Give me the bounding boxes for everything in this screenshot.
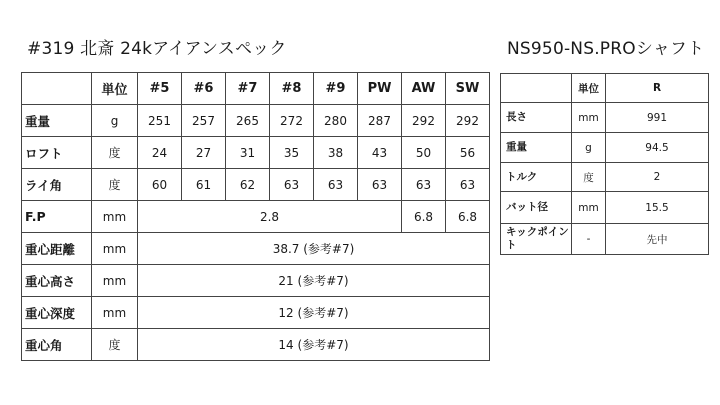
- merged-value-cell: 38.7 (参考#7): [138, 233, 490, 265]
- shaft-length-row: [501, 103, 709, 133]
- flex-header: R: [606, 74, 709, 103]
- unit-header: 単位: [572, 74, 606, 103]
- value-cell: 991: [606, 103, 709, 133]
- cg-height-row: [22, 265, 490, 297]
- value-cell: 94.5: [606, 133, 709, 163]
- shaft-weight-row: [501, 133, 709, 163]
- unit-cell: mm: [92, 297, 138, 329]
- value-cell: 43: [358, 137, 402, 169]
- column-header-pw: PW: [358, 73, 402, 105]
- column-header-9: #9: [314, 73, 358, 105]
- iron-header-row: [22, 73, 490, 105]
- value-cell: 56: [446, 137, 490, 169]
- value-cell: 24: [138, 137, 182, 169]
- value-cell: 50: [402, 137, 446, 169]
- row-label: キックポイント: [501, 224, 572, 255]
- shaft-spec-title: NS950-NS.PROシャフト: [507, 39, 705, 59]
- unit-cell: g: [572, 133, 606, 163]
- value-cell: 15.5: [606, 192, 709, 224]
- corner-cell: [22, 73, 92, 105]
- fp-row: [22, 201, 490, 233]
- value-cell: 2: [606, 163, 709, 192]
- shaft-header-row: [501, 74, 709, 103]
- value-cell: 280: [314, 105, 358, 137]
- unit-cell: 度: [92, 329, 138, 361]
- shaft-kick-point-row: [501, 224, 709, 255]
- row-label: トルク: [501, 163, 572, 192]
- loft-row: [22, 137, 490, 169]
- column-header-5: #5: [138, 73, 182, 105]
- unit-cell: mm: [572, 192, 606, 224]
- cg-angle-row: [22, 329, 490, 361]
- value-cell: 38: [314, 137, 358, 169]
- row-label: 重心距離: [22, 233, 92, 265]
- row-label: 重心角: [22, 329, 92, 361]
- unit-cell: mm: [572, 103, 606, 133]
- value-cell: 35: [270, 137, 314, 169]
- column-header-aw: AW: [402, 73, 446, 105]
- unit-cell: -: [572, 224, 606, 255]
- row-label: 重量: [501, 133, 572, 163]
- iron-spec-title: #319 北斎 24kアイアンスペック: [27, 39, 287, 59]
- row-label: 重心深度: [22, 297, 92, 329]
- unit-cell: mm: [92, 233, 138, 265]
- unit-cell: 度: [92, 169, 138, 201]
- value-cell: 61: [182, 169, 226, 201]
- value-cell: 63: [314, 169, 358, 201]
- value-cell: 6.8: [446, 201, 490, 233]
- unit-cell: mm: [92, 201, 138, 233]
- unit-cell: 度: [92, 137, 138, 169]
- unit-cell: g: [92, 105, 138, 137]
- row-label: 重心高さ: [22, 265, 92, 297]
- value-cell: 27: [182, 137, 226, 169]
- value-cell: 6.8: [402, 201, 446, 233]
- value-cell: 265: [226, 105, 270, 137]
- merged-value-cell: 14 (参考#7): [138, 329, 490, 361]
- value-cell: 257: [182, 105, 226, 137]
- value-cell: 272: [270, 105, 314, 137]
- value-cell: 63: [402, 169, 446, 201]
- column-header-sw: SW: [446, 73, 490, 105]
- value-cell: 63: [358, 169, 402, 201]
- value-cell: 292: [446, 105, 490, 137]
- value-cell: 287: [358, 105, 402, 137]
- value-cell: 先中: [606, 224, 709, 255]
- value-cell: 251: [138, 105, 182, 137]
- shaft-butt-diameter-row: [501, 192, 709, 224]
- row-label: ライ角: [22, 169, 92, 201]
- value-cell: 31: [226, 137, 270, 169]
- cg-depth-row: [22, 297, 490, 329]
- row-label: F.P: [22, 201, 92, 233]
- row-label: バット径: [501, 192, 572, 224]
- shaft-torque-row: [501, 163, 709, 192]
- column-header-6: #6: [182, 73, 226, 105]
- row-label: 長さ: [501, 103, 572, 133]
- weight-row: [22, 105, 490, 137]
- column-header-8: #8: [270, 73, 314, 105]
- shaft-spec-table: [500, 73, 709, 255]
- unit-cell: mm: [92, 265, 138, 297]
- iron-spec-table: [21, 72, 490, 361]
- value-cell: 63: [446, 169, 490, 201]
- lie-row: [22, 169, 490, 201]
- row-label: ロフト: [22, 137, 92, 169]
- unit-header: 単位: [92, 73, 138, 105]
- column-header-7: #7: [226, 73, 270, 105]
- corner-cell: [501, 74, 572, 103]
- value-cell: 292: [402, 105, 446, 137]
- cg-distance-row: [22, 233, 490, 265]
- value-cell: 63: [270, 169, 314, 201]
- unit-cell: 度: [572, 163, 606, 192]
- row-label: 重量: [22, 105, 92, 137]
- merged-value-cell: 21 (参考#7): [138, 265, 490, 297]
- merged-value-cell: 2.8: [138, 201, 402, 233]
- value-cell: 62: [226, 169, 270, 201]
- value-cell: 60: [138, 169, 182, 201]
- merged-value-cell: 12 (参考#7): [138, 297, 490, 329]
